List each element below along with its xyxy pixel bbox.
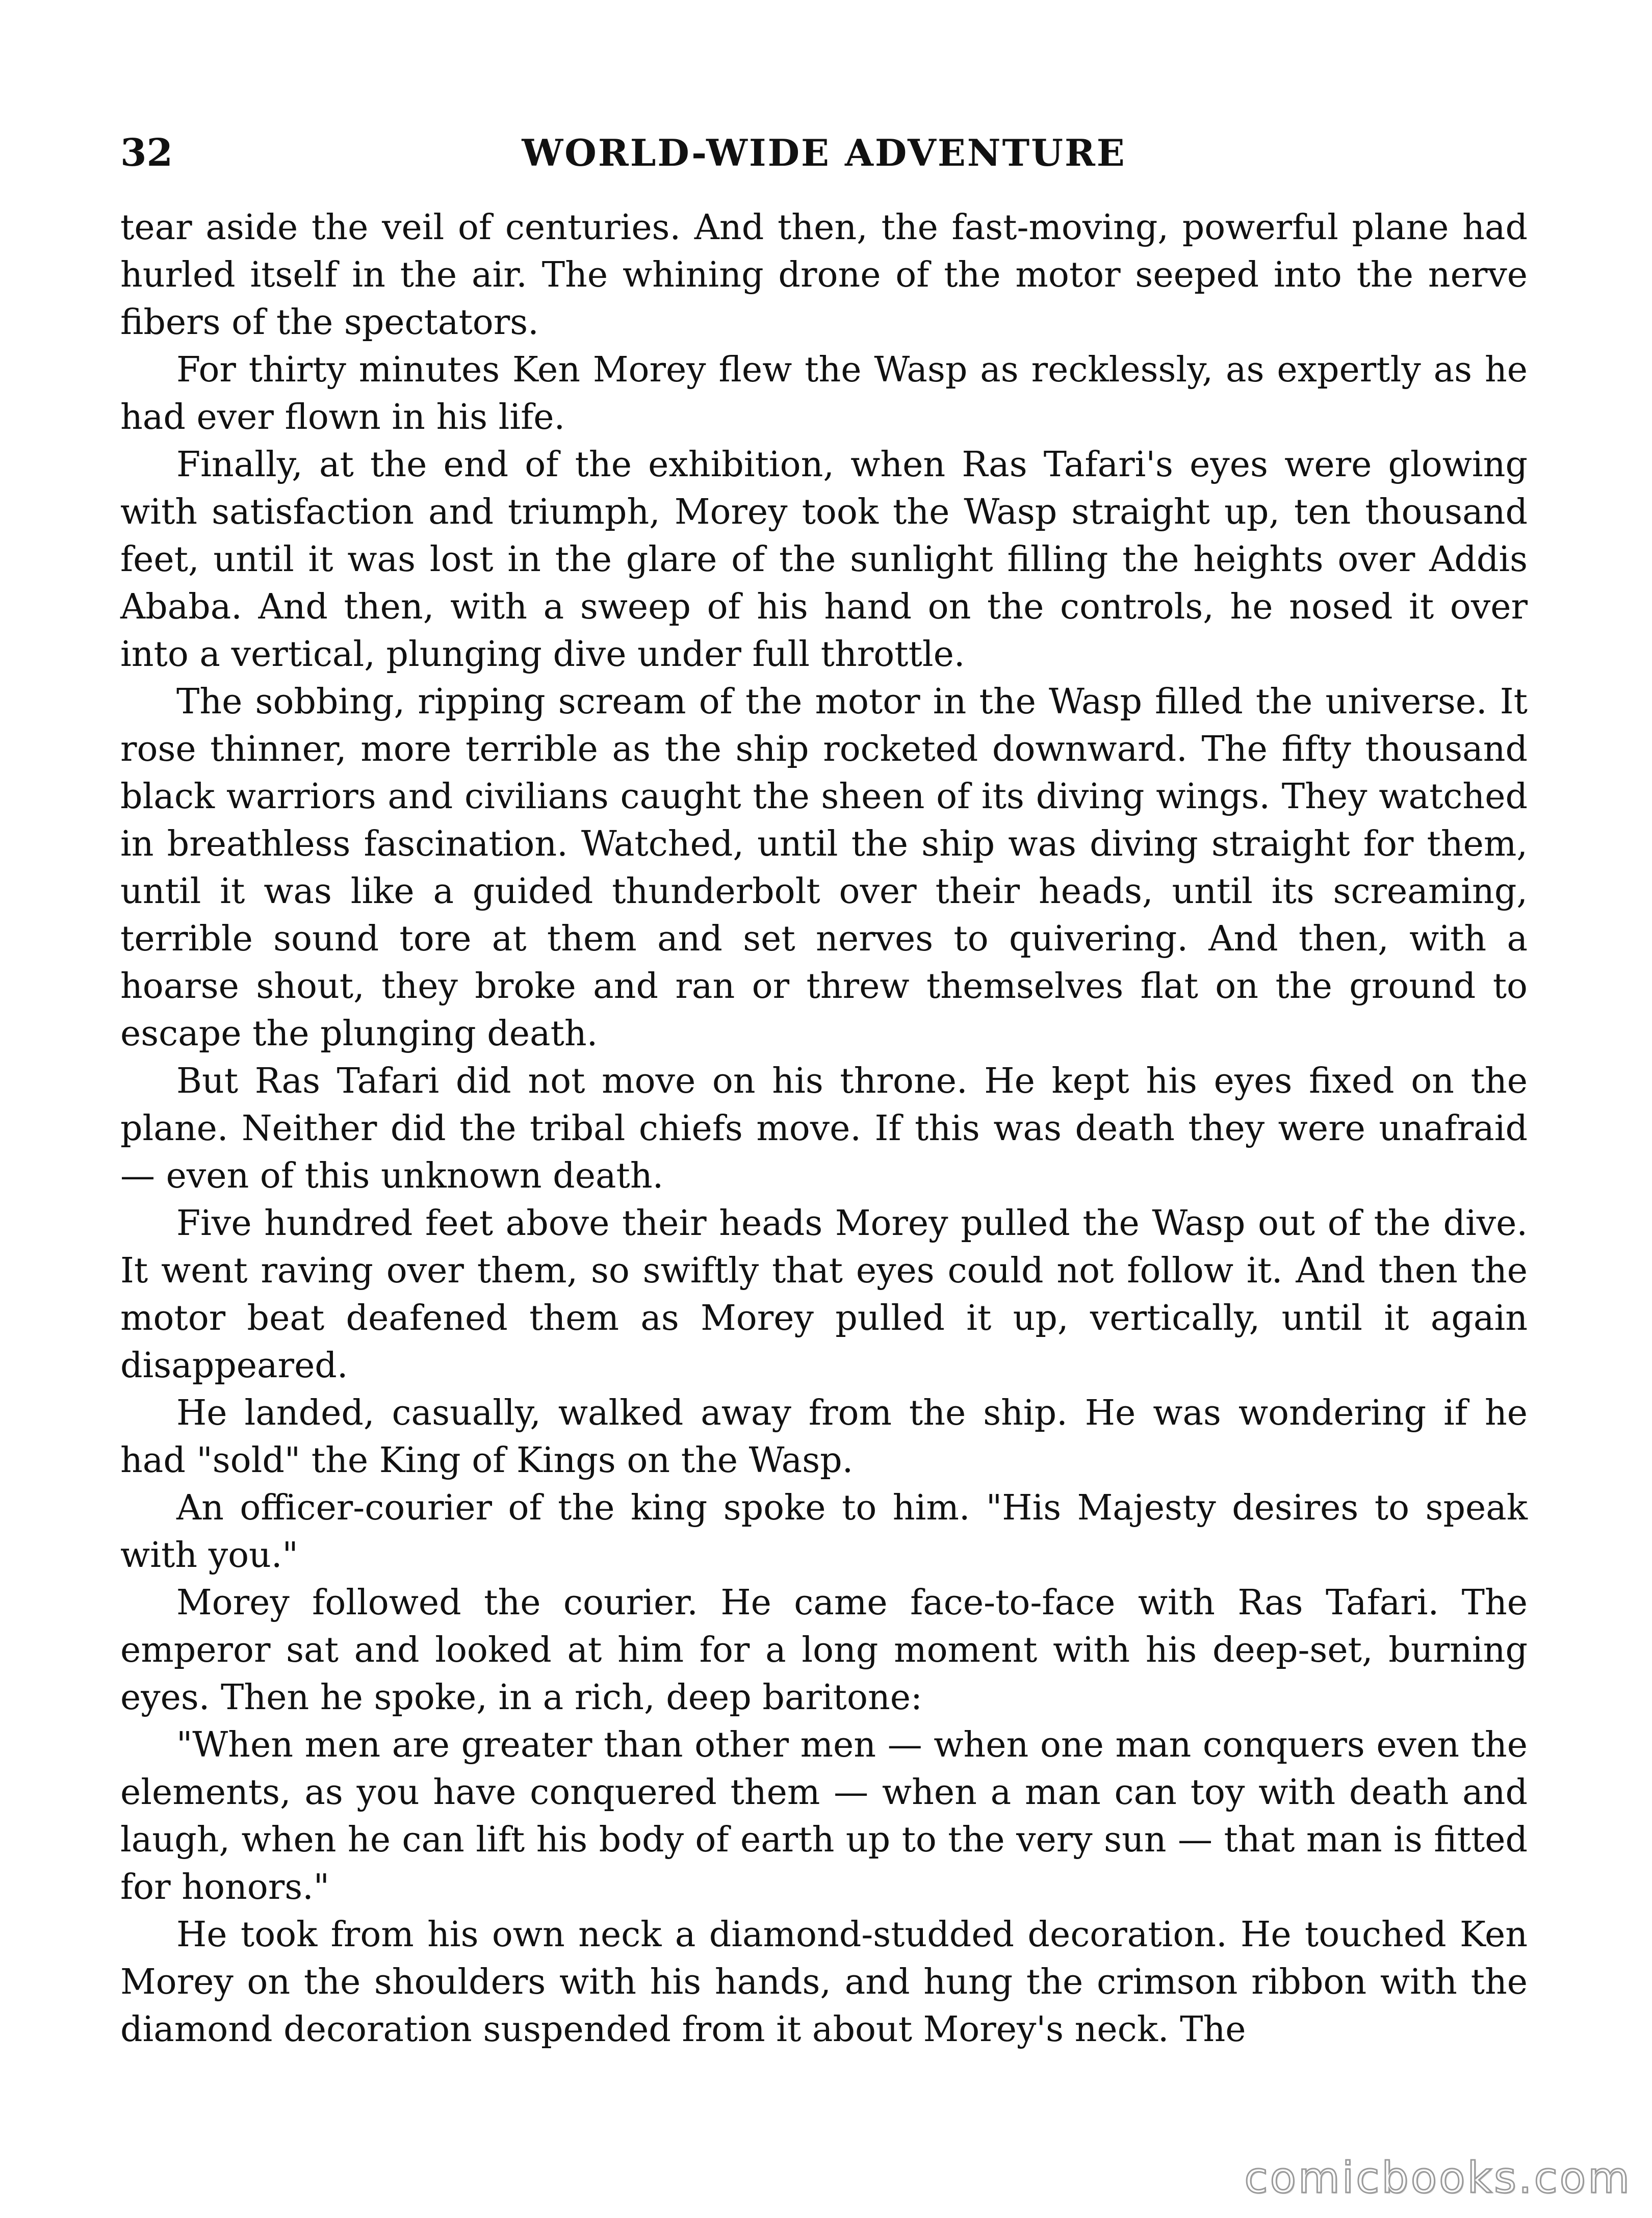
book-page — [120, 127, 1528, 2053]
paragraph: The sobbing, ripping scream of the motor in the Wasp filled the universe. It rose thinner, more terrible as the ship rocketed downward. The fifty thousand black warriors and civilians caught the sheen of its diving wings. They watched in breathless fascination. Watched, until the ship was diving straight for them, until it was like a guided thunderbolt over their heads, until its screaming, terrible sound tore at them and set nerves to quivering. And then, with a hoarse shout, they broke and ran or threw themselves flat on the ground to escape the plunging death. — [120, 682, 1528, 1054]
paragraph: He landed, casually, walked away from the ship. He was wondering if he had "sold" the King of Kings on the Wasp. — [120, 1393, 1528, 1481]
paragraph: Finally, at the end of the exhibition, when Ras Tafari's eyes were glowing with satisfaction and triumph, Morey took the Wasp straight up, ten thousand feet, until it was lost in the glare of the sunlight filling the heights over Addis Ababa. And then, with a sweep of his hand on the controls, he nosed it over into a vertical, plunging dive under full throttle. — [120, 445, 1528, 675]
running-title: WORLD-WIDE ADVENTURE — [522, 131, 1126, 174]
paragraph: For thirty minutes Ken Morey flew the Wasp as recklessly, as expertly as he had ever flown in his life. — [120, 350, 1528, 437]
paragraph: He took from his own neck a diamond-studded decoration. He touched Ken Morey on the shoulders with his hands, and hung the crimson ribbon with the diamond decoration suspended from it about Morey's neck. The — [120, 1915, 1528, 2050]
body-text — [120, 204, 1528, 2053]
paragraph: Morey followed the courier. He came face-to-face with Ras Tafari. The emperor sat and looked at him for a long moment with his deep-set, burning eyes. Then he spoke, in a rich, deep baritone: — [120, 1583, 1528, 1718]
paragraph: But Ras Tafari did not move on his throne. He kept his eyes fixed on the plane. Neither did the tribal chiefs move. If this was death they were unafraid — even of this unknown death. — [120, 1061, 1528, 1196]
paragraph: Five hundred feet above their heads Morey pulled the Wasp out of the dive. It went raving over them, so swiftly that eyes could not follow it. And then the motor beat deafened them as Morey pulled it up, vertically, until it again disappeared. — [120, 1203, 1528, 1386]
watermark: comicbooks.com — [1244, 2153, 1632, 2203]
paragraph: An officer-courier of the king spoke to him. "His Majesty desires to speak with you." — [120, 1488, 1528, 1576]
page-header — [120, 127, 1528, 189]
paragraph: tear aside the veil of centuries. And then, the fast-moving, powerful plane had hurled itself in the air. The whining drone of the motor seeped into the nerve fibers of the spectators. — [120, 208, 1528, 343]
paragraph: "When men are greater than other men — when one man conquers even the elements, as you have conquered them — when a man can toy with death and laugh, when he can lift his body of earth up to the very sun — that man is fitted for honors." — [120, 1725, 1528, 1907]
page-number: 32 — [120, 131, 173, 175]
